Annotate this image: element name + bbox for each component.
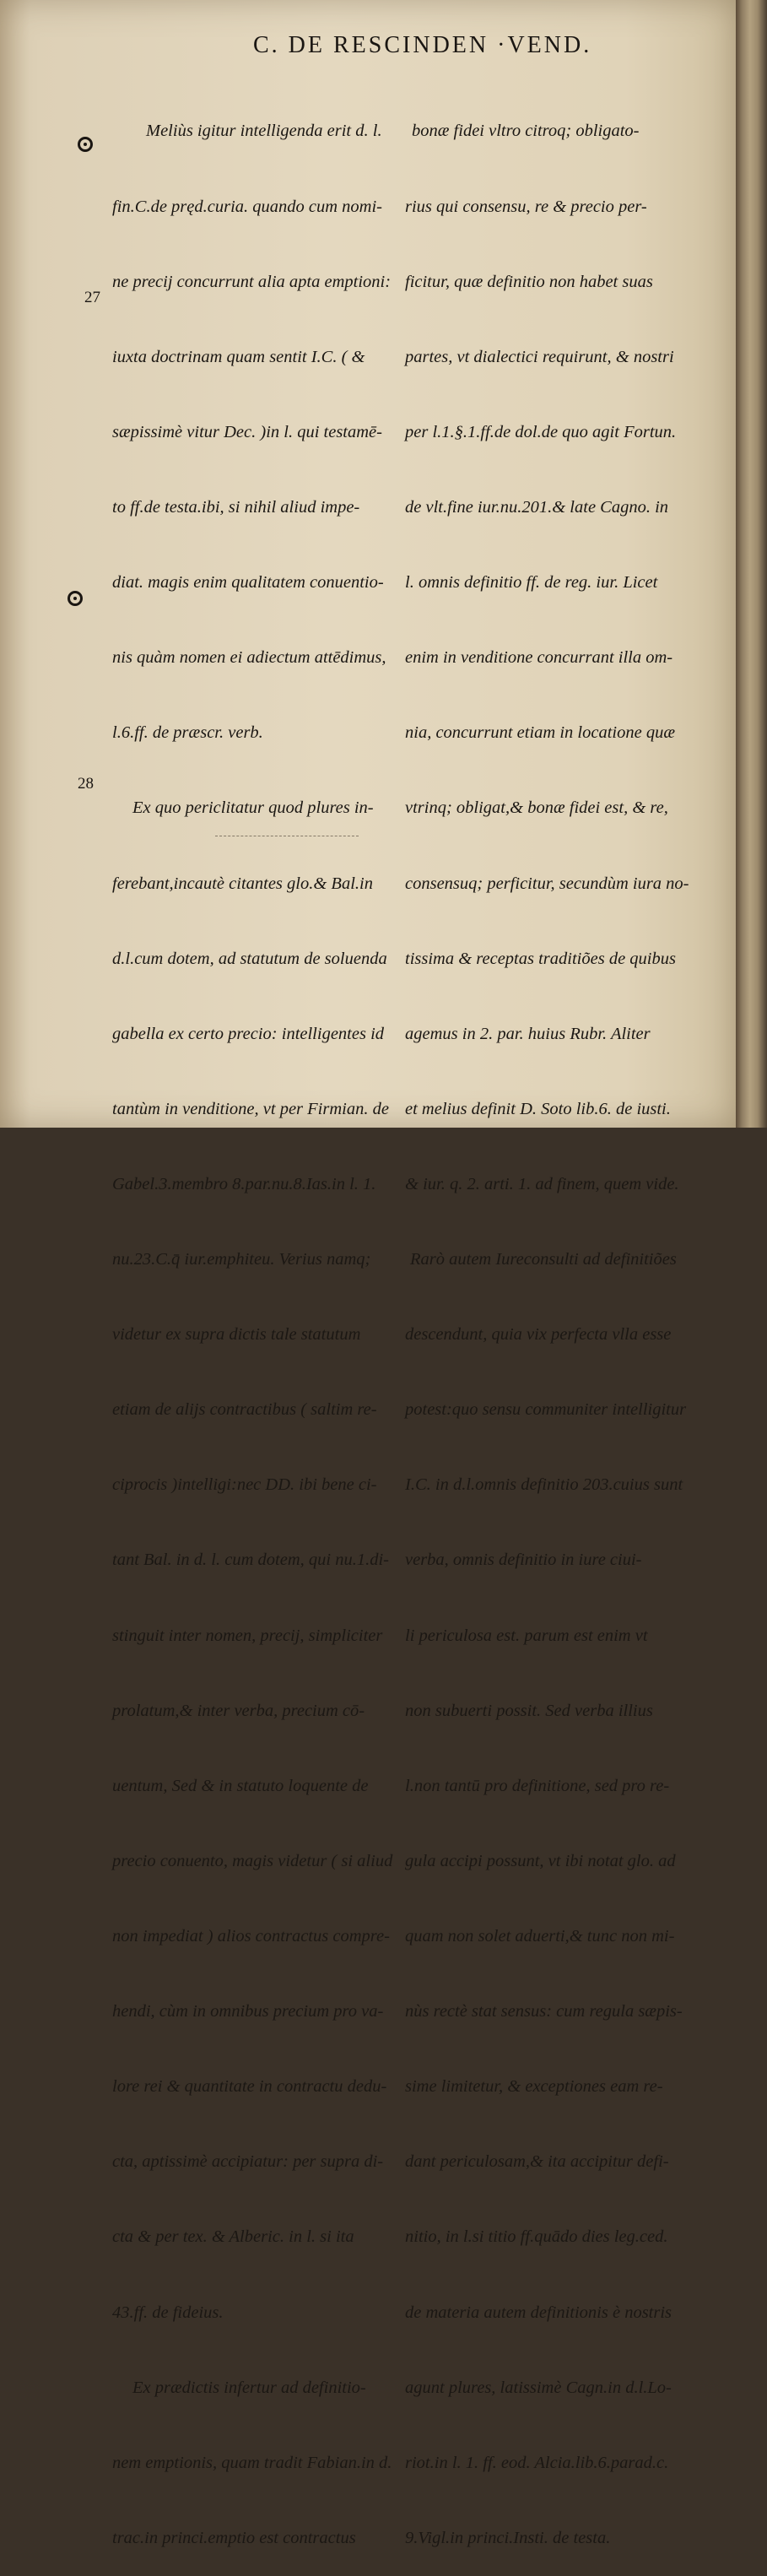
text-line: nùs rectè stat sensus: cum regula sæpis- [405, 2002, 683, 2021]
text-line: quam non solet aduerti,& tunc non mi- [405, 1927, 675, 1946]
text-line: uentum, Sed & in statuto loquente de [112, 1776, 369, 1795]
text-line: & iur. q. 2. arti. 1. ad finem, quem vide. [405, 1174, 679, 1193]
text-line: ciprocis )intelligi:nec DD. ibi bene ci- [112, 1475, 377, 1495]
text-line: nia, concurrunt etiam in locatione quæ [405, 723, 675, 743]
text-line: non subuerti possit. Sed verba illius [405, 1701, 653, 1720]
text-line: vtrinq; obligat,& bonæ fidei est, & re, [405, 798, 668, 818]
text-line: tantùm in venditione, vt per Firmian. de [112, 1099, 389, 1118]
text-line: agemus in 2. par. huius Rubr. Aliter [405, 1024, 651, 1043]
text-line: cta & per tex. & Alberic. in l. si ita [112, 2227, 354, 2247]
text-line: ne precij concurrunt alia apta emptioni: [112, 272, 392, 291]
text-line: descendunt, quia vix perfecta vlla esse [405, 1325, 672, 1345]
text-line: Ex quo periclitatur quod plures in- [132, 798, 374, 818]
text-line: nu.23.C.q̄ iur.emphiteu. Verius namq; [112, 1250, 371, 1269]
text-line: lore rei & quantitate in contractu dedu- [112, 2077, 387, 2097]
left-column [112, 69, 393, 2576]
text-line: ferebant,incautè citantes glo.& Bal.in [112, 874, 373, 893]
margin-marker-icon [78, 137, 93, 152]
text-line: fin.C.de pręd.curia. quando cum nomi- [112, 197, 382, 216]
margin-marker-icon [68, 591, 83, 606]
page-edge [736, 0, 767, 1128]
text-line: partes, vt dialectici requirunt, & nostri [405, 347, 674, 366]
text-line: precio conuento, magis videtur ( si aliud [112, 1851, 393, 1870]
text-line: riot.in l. 1. ff. eod. Alcia.lib.6.parad.c. [405, 2453, 669, 2472]
text-line: I.C. in d.l.omnis definitio 203.cuius sunt [405, 1475, 683, 1495]
text-line: nem emptionis, quam tradit Fabian.in d. [112, 2453, 392, 2472]
text-line: trac.in princi.emptio est contractus [112, 2528, 356, 2547]
text-line: Ex prædictis infertur ad definitio- [132, 2378, 366, 2397]
text-line: ficitur, quæ definitio non habet suas [405, 272, 653, 291]
text-line: to ff.de testa.ibi, si nihil aliud impe- [112, 497, 360, 517]
section-number-27: 27 [84, 289, 100, 306]
text-line: stinguit inter nomen, precij, simpliciter [112, 1626, 383, 1645]
text-line: nis quàm nomen ei adiectum attēdimus, [112, 648, 386, 668]
right-column [405, 69, 689, 2576]
text-line: gabella ex certo precio: intelligentes id [112, 1024, 385, 1043]
text-line: etiam de alijs contractibus ( saltim re- [112, 1400, 377, 1420]
text-line: cta, aptissimè accipiatur: per supra di- [112, 2152, 384, 2172]
text-line: 43.ff. de fideius. [112, 2303, 224, 2322]
running-header: C. DE RESCINDEN ·VEND. [253, 32, 592, 58]
text-line: li periculosa est. parum est enim vt [405, 1626, 648, 1645]
text-line: bonæ fidei vltro citroq; obligato- [412, 122, 640, 141]
text-line: Rarò autem Iureconsulti ad definitiões [410, 1250, 677, 1269]
text-line: et melius definit D. Soto lib.6. de iusti. [405, 1099, 671, 1118]
text-line: sæpissimè vitur Dec. )in l. qui testamē- [112, 422, 382, 441]
text-line: diat. magis enim qualitatem conuentio- [112, 573, 384, 593]
text-line: l.6.ff. de præscr. verb. [112, 723, 263, 743]
text-line: consensuq; perficitur, secundùm iura no- [405, 874, 689, 893]
text-line: agunt plures, latissimè Cagn.in d.l.Lo- [405, 2378, 672, 2397]
text-line: verba, omnis definitio in iure ciui- [405, 1550, 642, 1570]
text-line: iuxta doctrinam quam sentit I.C. ( & [112, 347, 365, 366]
text-line: d.l.cum dotem, ad statutum de soluenda [112, 949, 387, 968]
text-line: non impediat ) alios contractus compre- [112, 1927, 390, 1946]
text-line: nitio, in l.si titio ff.quādo dies leg.ced. [405, 2227, 668, 2247]
text-line: l. omnis definitio ff. de reg. iur. Licet [405, 573, 658, 593]
text-line: de vlt.fine iur.nu.201.& late Cagno. in [405, 497, 669, 517]
text-line: de materia autem definitionis è nostris [405, 2303, 672, 2322]
text-line: sime limitetur, & exceptiones eam re- [405, 2077, 663, 2097]
text-line: videtur ex supra dictis tale statutum [112, 1325, 361, 1345]
text-line: gula accipi possunt, vt ibi notat glo. ad [405, 1851, 676, 1870]
text-line: prolatum,& inter verba, precium cō- [112, 1701, 365, 1720]
text-line: dant periculosam,& ita accipitur defi- [405, 2152, 669, 2172]
text-line: l.non tantū pro definitione, sed pro re- [405, 1776, 670, 1795]
text-line: 9.Vigl.in princi.Insti. de testa. [405, 2528, 611, 2547]
text-line: potest:quo sensu communiter intelligitur [405, 1400, 687, 1420]
text-line: Meliùs igitur intelligenda erit d. l. [146, 122, 382, 141]
text-line: enim in venditione concurrant illa om- [405, 648, 673, 668]
section-number-28: 28 [78, 775, 94, 793]
text-line: tissima & receptas traditiões de quibus [405, 949, 676, 968]
text-line: Gabel.3.membro 8.par.nu.8.Ias.in l. 1. [112, 1174, 376, 1193]
text-line: rius qui consensu, re & precio per- [405, 197, 647, 216]
text-line: per l.1.§.1.ff.de dol.de quo agit Fortun. [405, 422, 677, 441]
text-line: tant Bal. in d. l. cum dotem, qui nu.1.di- [112, 1550, 389, 1570]
text-line: hendi, cùm in omnibus precium pro va- [112, 2002, 384, 2021]
